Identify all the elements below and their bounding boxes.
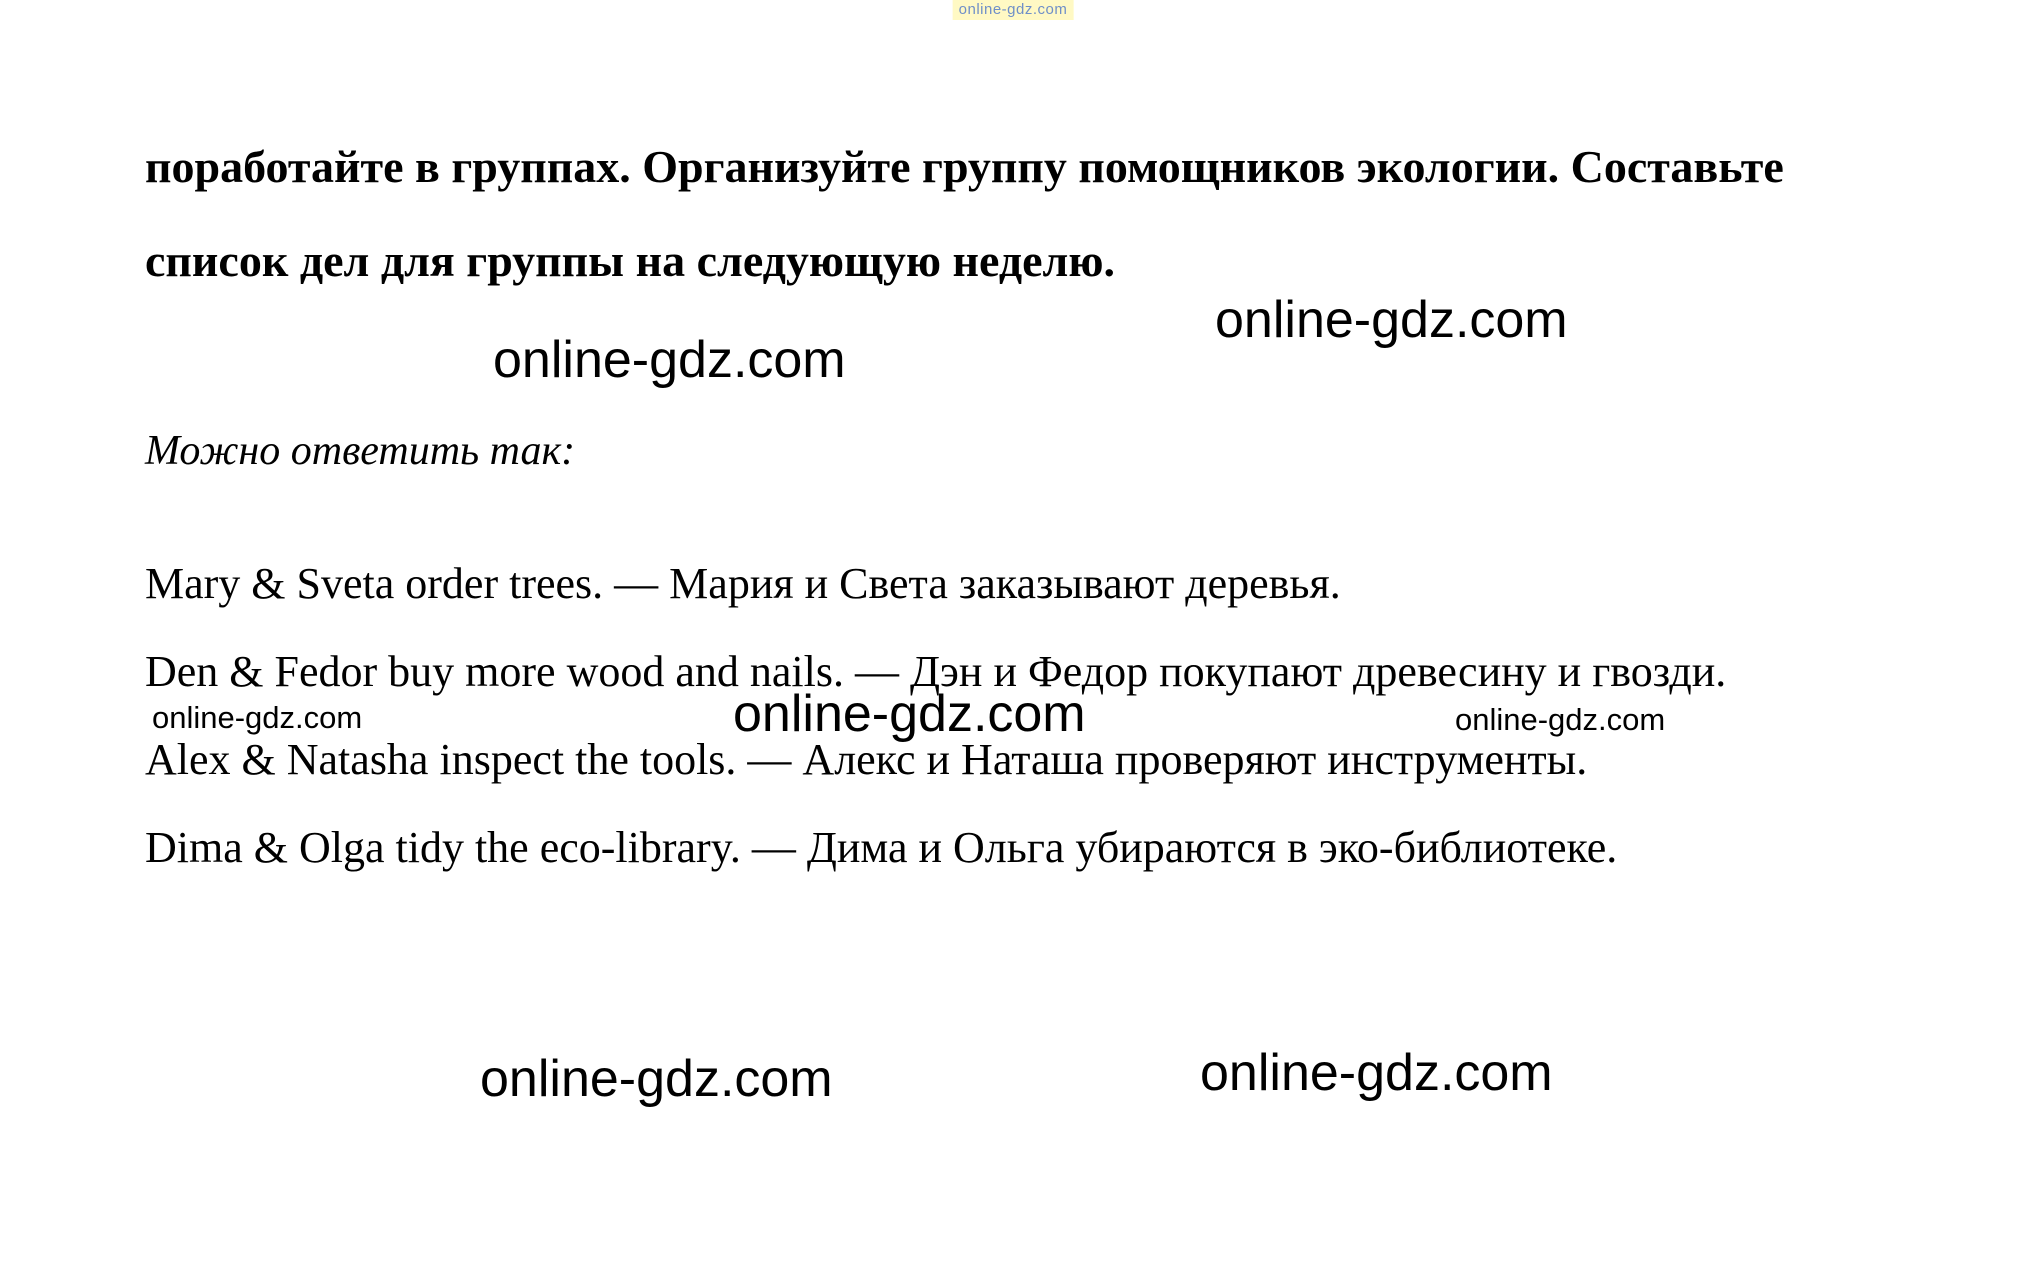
top-watermark: online-gdz.com (953, 0, 1074, 20)
list-item: Den & Fedor buy more wood and nails. — Дэн и Федор покупают древесину и гвозди. (145, 647, 1727, 696)
page-title: поработайте в группах. Организуйте группу помощников экологии. Составьте список дел для группы на следующую неделю. (145, 141, 1784, 286)
answer-list (145, 540, 1905, 892)
watermark: online-gdz.com (1455, 702, 1666, 737)
watermark: online-gdz.com (733, 685, 1086, 743)
watermark: online-gdz.com (152, 700, 363, 735)
watermark: online-gdz.com (1200, 1044, 1553, 1102)
watermark: online-gdz.com (1215, 291, 1568, 349)
watermark: online-gdz.com (493, 331, 846, 389)
watermark: online-gdz.com (480, 1050, 833, 1108)
lead-in-text: Можно ответить так: (145, 428, 576, 474)
list-item: Mary & Sveta order trees. — Мария и Света заказывают деревья. (145, 559, 1341, 608)
list-item: Dima & Olga tidy the eco-library. — Дима и Ольга убираются в эко-библиотеке. (145, 823, 1618, 872)
list-item: Alex & Natasha inspect the tools. — Алекс и Наташа проверяют инструменты. (145, 735, 1588, 784)
